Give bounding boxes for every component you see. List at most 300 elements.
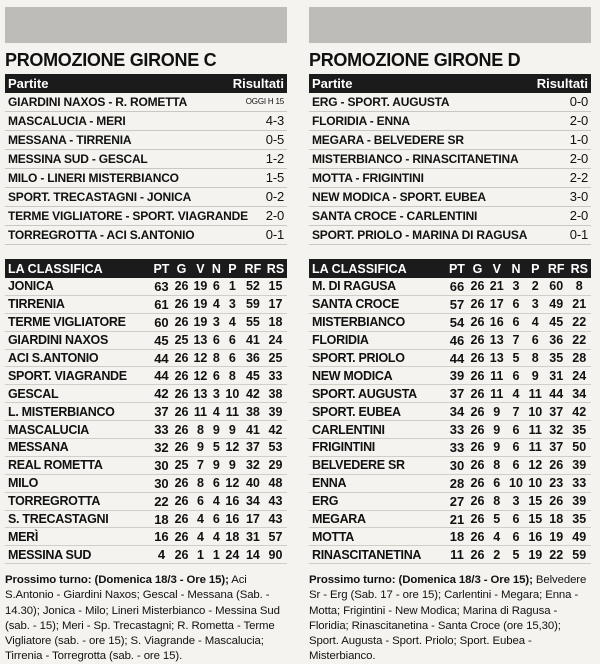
stat-cell: 1 <box>210 546 223 564</box>
stat-cell: 12 <box>526 456 545 474</box>
stat-cell: 6 <box>506 313 525 331</box>
stat-cell: 18 <box>264 313 287 331</box>
standings-column-header: G <box>172 259 191 278</box>
team-name: TIRRENIA <box>5 295 151 313</box>
stat-cell: 13 <box>487 349 506 367</box>
standings-row <box>5 456 287 474</box>
stat-cell: 21 <box>568 295 591 313</box>
match-score: 2-2 <box>569 170 588 185</box>
stat-cell: 21 <box>446 510 468 528</box>
stat-cell: 36 <box>242 349 264 367</box>
match-score: OGGI H 15 <box>245 97 284 106</box>
stat-cell: 34 <box>242 492 264 510</box>
standings-row <box>5 385 287 403</box>
stat-cell: 26 <box>545 456 568 474</box>
match-row <box>5 169 287 188</box>
stat-cell: 6 <box>210 510 223 528</box>
next-round-fixtures: Aci S.Antonio - Giardini Naxos; Gescal - Messana (Sab. - 14.30); Jonica - Milo; Lineri Misterbianco - Messina Sud (sab. - 15); Meri - Sp. Trecastagni; R. Rometta - Terme Vigliatore (sab. - ore 15); S. Viagrande - Mascalucia; Tirrenia - Torregrotta (sab. - ore 15). <box>5 574 280 663</box>
match-row <box>5 226 287 245</box>
stat-cell: 4 <box>210 528 223 546</box>
match-teams: MOTTA - FRIGINTINI <box>312 171 424 185</box>
stat-cell: 11 <box>191 403 210 421</box>
stat-cell: 3 <box>506 278 525 295</box>
stat-cell: 9 <box>223 456 242 474</box>
standings-column-header: PT <box>151 259 172 278</box>
standings-row <box>309 331 591 349</box>
standings-row <box>5 295 287 313</box>
results-header-label: Risultati <box>232 76 284 91</box>
next-round-fixtures: Belvedere Sr - Erg (Sab. 17 - ore 15); Carlentini - Megara; Enna - Motta; Frigintini - New Modica; Marina di Ragusa - Floridia; Rinascitanetina - Santa Croce (ore 15,30); Sport. Augusta - Sport. Priolo; Sport. Eubea - Misterbianco. <box>309 574 587 663</box>
stat-cell: 9 <box>487 439 506 457</box>
stat-cell: 16 <box>487 313 506 331</box>
stat-cell: 19 <box>545 528 568 546</box>
match-row <box>5 150 287 169</box>
match-teams: SPORT. PRIOLO - MARINA DI RAGUSA <box>312 228 528 242</box>
stat-cell: 2 <box>487 546 506 564</box>
stat-cell: 33 <box>264 367 287 385</box>
match-score: 0-1 <box>265 227 284 242</box>
stat-cell: 16 <box>223 510 242 528</box>
results-list <box>5 93 287 245</box>
stat-cell: 42 <box>151 385 172 403</box>
team-name: GIARDINI NAXOS <box>5 331 151 349</box>
stat-cell: 48 <box>264 474 287 492</box>
stat-cell: 18 <box>151 510 172 528</box>
match-score: 3-0 <box>569 189 588 204</box>
standings-column-header: RF <box>545 259 568 278</box>
standings-body <box>309 278 591 564</box>
stat-cell: 6 <box>506 295 525 313</box>
stat-cell: 4 <box>487 528 506 546</box>
stat-cell: 44 <box>151 349 172 367</box>
stat-cell: 6 <box>191 492 210 510</box>
girone-c-column <box>5 0 287 664</box>
match-teams: MESSINA SUD - GESCAL <box>8 152 148 166</box>
standings-column-header: V <box>487 259 506 278</box>
stat-cell: 9 <box>191 439 210 457</box>
stat-cell: 21 <box>487 278 506 295</box>
stat-cell: 26 <box>468 349 487 367</box>
stat-cell: 26 <box>468 385 487 403</box>
stat-cell: 7 <box>506 403 525 421</box>
stat-cell: 5 <box>506 349 525 367</box>
stat-cell: 90 <box>264 546 287 564</box>
match-teams: GIARDINI NAXOS - R. ROMETTA <box>8 95 188 109</box>
match-row <box>309 226 591 245</box>
match-teams: MEGARA - BELVEDERE SR <box>312 133 464 147</box>
match-score: 1-5 <box>265 170 284 185</box>
stat-cell: 9 <box>526 367 545 385</box>
match-score: 2-0 <box>569 151 588 166</box>
stat-cell: 60 <box>151 313 172 331</box>
team-name: MISTERBIANCO <box>309 313 446 331</box>
stat-cell: 37 <box>446 385 468 403</box>
stat-cell: 4 <box>210 492 223 510</box>
standings-row <box>309 492 591 510</box>
matches-header-label: Partite <box>8 76 49 91</box>
stat-cell: 6 <box>487 474 506 492</box>
standings-row <box>5 349 287 367</box>
stat-cell: 26 <box>468 439 487 457</box>
standings-row <box>309 528 591 546</box>
standings-column-header: RF <box>242 259 264 278</box>
stat-cell: 6 <box>506 439 525 457</box>
stat-cell: 34 <box>568 385 591 403</box>
team-name: BELVEDERE SR <box>309 456 446 474</box>
stat-cell: 26 <box>468 492 487 510</box>
standings-row <box>309 546 591 564</box>
results-header-label: Risultati <box>536 76 588 91</box>
match-teams: FLORIDIA - ENNA <box>312 114 410 128</box>
match-score: 1-0 <box>569 132 588 147</box>
match-row <box>309 169 591 188</box>
stat-cell: 26 <box>172 546 191 564</box>
stat-cell: 9 <box>487 421 506 439</box>
stat-cell: 46 <box>446 331 468 349</box>
stat-cell: 17 <box>242 510 264 528</box>
standings-body <box>5 278 287 564</box>
stat-cell: 28 <box>568 349 591 367</box>
stat-cell: 13 <box>191 385 210 403</box>
stat-cell: 9 <box>487 403 506 421</box>
stat-cell: 8 <box>487 492 506 510</box>
stat-cell: 26 <box>468 403 487 421</box>
next-round <box>309 573 591 664</box>
match-teams: MESSANA - TIRRENIA <box>8 133 132 147</box>
team-name: ERG <box>309 492 446 510</box>
stat-cell: 60 <box>545 278 568 295</box>
stat-cell: 26 <box>468 528 487 546</box>
stat-cell: 12 <box>191 349 210 367</box>
standings-column-header: P <box>526 259 545 278</box>
stat-cell: 25 <box>172 331 191 349</box>
stat-cell: 4 <box>223 313 242 331</box>
stat-cell: 13 <box>191 331 210 349</box>
standings-column-header: N <box>506 259 525 278</box>
team-name: S. TRECASTAGNI <box>5 510 151 528</box>
stat-cell: 50 <box>568 439 591 457</box>
stat-cell: 41 <box>242 421 264 439</box>
stat-cell: 7 <box>506 331 525 349</box>
stat-cell: 11 <box>487 385 506 403</box>
stat-cell: 19 <box>191 313 210 331</box>
stat-cell: 26 <box>468 474 487 492</box>
stat-cell: 3 <box>223 295 242 313</box>
team-name: FLORIDIA <box>309 331 446 349</box>
team-name: MESSANA <box>5 439 151 457</box>
stat-cell: 35 <box>545 349 568 367</box>
stat-cell: 55 <box>242 313 264 331</box>
standings-title: LA CLASSIFICA <box>5 259 151 278</box>
header-bar <box>309 7 591 43</box>
match-score: 1-2 <box>265 151 284 166</box>
stat-cell: 11 <box>223 403 242 421</box>
stat-cell: 5 <box>506 546 525 564</box>
results-header <box>309 74 591 93</box>
stat-cell: 26 <box>172 403 191 421</box>
stat-cell: 30 <box>151 474 172 492</box>
stat-cell: 26 <box>172 313 191 331</box>
team-name: GESCAL <box>5 385 151 403</box>
match-row <box>5 207 287 226</box>
stat-cell: 10 <box>223 385 242 403</box>
standings-header-row <box>5 259 287 278</box>
match-row <box>5 131 287 150</box>
stat-cell: 54 <box>446 313 468 331</box>
section-title: PROMOZIONE GIRONE C <box>5 50 217 70</box>
match-score: 2-0 <box>569 208 588 223</box>
team-name: SPORT. AUGUSTA <box>309 385 446 403</box>
matches-header-label: Partite <box>312 76 353 91</box>
team-name: TERME VIGLIATORE <box>5 313 151 331</box>
stat-cell: 6 <box>223 331 242 349</box>
standings-row <box>309 439 591 457</box>
match-row <box>5 93 287 112</box>
stat-cell: 37 <box>242 439 264 457</box>
stat-cell: 22 <box>151 492 172 510</box>
standings-row <box>5 403 287 421</box>
match-teams: ERG - SPORT. AUGUSTA <box>312 95 450 109</box>
stat-cell: 26 <box>172 492 191 510</box>
stat-cell: 26 <box>468 295 487 313</box>
match-teams: SANTA CROCE - CARLENTINI <box>312 209 478 223</box>
team-name: JONICA <box>5 278 151 295</box>
stat-cell: 26 <box>172 510 191 528</box>
stat-cell: 22 <box>545 546 568 564</box>
standings-row <box>5 313 287 331</box>
stat-cell: 10 <box>506 474 525 492</box>
stat-cell: 53 <box>264 439 287 457</box>
standings-row <box>5 439 287 457</box>
standings-column-header: RS <box>264 259 287 278</box>
stat-cell: 11 <box>526 439 545 457</box>
match-row <box>309 93 591 112</box>
stat-cell: 19 <box>191 295 210 313</box>
stat-cell: 5 <box>487 510 506 528</box>
stat-cell: 31 <box>545 367 568 385</box>
stat-cell: 2 <box>526 278 545 295</box>
standings-column-header: N <box>210 259 223 278</box>
match-row <box>309 207 591 226</box>
stat-cell: 26 <box>468 546 487 564</box>
stat-cell: 42 <box>264 421 287 439</box>
match-row <box>309 188 591 207</box>
stat-cell: 49 <box>568 528 591 546</box>
stat-cell: 4 <box>191 510 210 528</box>
match-score: 0-2 <box>265 189 284 204</box>
stat-cell: 4 <box>210 403 223 421</box>
stat-cell: 6 <box>210 367 223 385</box>
team-name: MILO <box>5 474 151 492</box>
stat-cell: 6 <box>506 510 525 528</box>
stat-cell: 13 <box>487 331 506 349</box>
standings-row <box>309 349 591 367</box>
stat-cell: 8 <box>526 349 545 367</box>
stat-cell: 57 <box>264 528 287 546</box>
standings-row <box>309 295 591 313</box>
stat-cell: 19 <box>191 278 210 295</box>
stat-cell: 12 <box>223 474 242 492</box>
team-name: SPORT. EUBEA <box>309 403 446 421</box>
standings-row <box>5 278 287 295</box>
stat-cell: 17 <box>487 295 506 313</box>
standings-row <box>309 278 591 295</box>
stat-cell: 41 <box>242 331 264 349</box>
stat-cell: 26 <box>172 528 191 546</box>
stat-cell: 66 <box>446 278 468 295</box>
stat-cell: 7 <box>191 456 210 474</box>
team-name: RINASCITANETINA <box>309 546 446 564</box>
stat-cell: 26 <box>545 492 568 510</box>
match-score: 0-0 <box>569 94 588 109</box>
standings-header-row <box>309 259 591 278</box>
match-teams: MISTERBIANCO - RINASCITANETINA <box>312 152 519 166</box>
team-name: MEGARA <box>309 510 446 528</box>
stat-cell: 59 <box>568 546 591 564</box>
match-score: 4-3 <box>265 113 284 128</box>
stat-cell: 26 <box>172 439 191 457</box>
next-round-lead: Prossimo turno: (Domenica 18/3 - Ore 15); <box>5 574 229 587</box>
stat-cell: 11 <box>526 421 545 439</box>
stat-cell: 6 <box>506 528 525 546</box>
standings-row <box>5 474 287 492</box>
team-name: MESSINA SUD <box>5 546 151 564</box>
stat-cell: 38 <box>242 403 264 421</box>
stat-cell: 26 <box>172 349 191 367</box>
stat-cell: 52 <box>242 278 264 295</box>
stat-cell: 26 <box>172 278 191 295</box>
team-name: FRIGINTINI <box>309 439 446 457</box>
stat-cell: 3 <box>506 492 525 510</box>
stat-cell: 8 <box>223 367 242 385</box>
stat-cell: 33 <box>151 421 172 439</box>
stat-cell: 25 <box>264 349 287 367</box>
stat-cell: 37 <box>545 439 568 457</box>
standings-row <box>5 331 287 349</box>
match-score: 2-0 <box>569 113 588 128</box>
standings-row <box>309 367 591 385</box>
stat-cell: 35 <box>568 421 591 439</box>
stat-cell: 3 <box>210 313 223 331</box>
standings-row <box>5 546 287 564</box>
standings-column-header: V <box>191 259 210 278</box>
match-row <box>309 131 591 150</box>
stat-cell: 22 <box>568 313 591 331</box>
stat-cell: 24 <box>223 546 242 564</box>
stat-cell: 61 <box>151 295 172 313</box>
stat-cell: 8 <box>210 349 223 367</box>
stat-cell: 8 <box>191 421 210 439</box>
stat-cell: 15 <box>264 278 287 295</box>
stat-cell: 63 <box>151 278 172 295</box>
match-score: 0-1 <box>569 227 588 242</box>
team-name: SPORT. PRIOLO <box>309 349 446 367</box>
standings-title: LA CLASSIFICA <box>309 259 446 278</box>
stat-cell: 6 <box>223 349 242 367</box>
stat-cell: 45 <box>545 313 568 331</box>
stat-cell: 39 <box>568 456 591 474</box>
stat-cell: 1 <box>191 546 210 564</box>
stat-cell: 22 <box>568 331 591 349</box>
stat-cell: 12 <box>223 439 242 457</box>
stat-cell: 26 <box>468 278 487 295</box>
stat-cell: 5 <box>210 439 223 457</box>
standings-row <box>5 492 287 510</box>
team-name: NEW MODICA <box>309 367 446 385</box>
stat-cell: 3 <box>526 295 545 313</box>
stat-cell: 15 <box>526 510 545 528</box>
stat-cell: 32 <box>151 439 172 457</box>
standings-row <box>5 510 287 528</box>
team-name: REAL ROMETTA <box>5 456 151 474</box>
stat-cell: 24 <box>264 331 287 349</box>
stat-cell: 16 <box>223 492 242 510</box>
stat-cell: 44 <box>446 349 468 367</box>
results-header <box>5 74 287 93</box>
stat-cell: 26 <box>172 474 191 492</box>
stat-cell: 26 <box>468 421 487 439</box>
stat-cell: 11 <box>526 385 545 403</box>
stat-cell: 26 <box>468 313 487 331</box>
stat-cell: 19 <box>526 546 545 564</box>
stat-cell: 6 <box>506 421 525 439</box>
stat-cell: 6 <box>526 331 545 349</box>
stat-cell: 4 <box>191 528 210 546</box>
stat-cell: 18 <box>545 510 568 528</box>
standings-row <box>309 510 591 528</box>
match-teams: NEW MODICA - SPORT. EUBEA <box>312 190 486 204</box>
stat-cell: 57 <box>446 295 468 313</box>
section-title: PROMOZIONE GIRONE D <box>309 50 521 70</box>
stat-cell: 16 <box>151 528 172 546</box>
stat-cell: 25 <box>172 456 191 474</box>
stat-cell: 39 <box>264 403 287 421</box>
standings-row <box>309 385 591 403</box>
stat-cell: 37 <box>545 403 568 421</box>
stat-cell: 23 <box>545 474 568 492</box>
next-round-lead: Prossimo turno: (Domenica 18/3 - Ore 15); <box>309 574 533 587</box>
stat-cell: 43 <box>264 510 287 528</box>
stat-cell: 43 <box>264 492 287 510</box>
stat-cell: 34 <box>446 403 468 421</box>
team-name: ENNA <box>309 474 446 492</box>
stat-cell: 38 <box>264 385 287 403</box>
standings-row <box>309 474 591 492</box>
stat-cell: 42 <box>568 403 591 421</box>
stat-cell: 17 <box>264 295 287 313</box>
stat-cell: 18 <box>223 528 242 546</box>
stat-cell: 18 <box>446 528 468 546</box>
standings-column-header: RS <box>568 259 591 278</box>
stat-cell: 4 <box>506 385 525 403</box>
stat-cell: 12 <box>191 367 210 385</box>
standings-column-header: PT <box>446 259 468 278</box>
results-list <box>309 93 591 245</box>
stat-cell: 8 <box>568 278 591 295</box>
match-teams: MASCALUCIA - MERI <box>8 114 126 128</box>
stat-cell: 6 <box>506 456 525 474</box>
stat-cell: 28 <box>446 474 468 492</box>
stat-cell: 40 <box>242 474 264 492</box>
stat-cell: 6 <box>210 474 223 492</box>
header-bar <box>5 7 287 43</box>
stat-cell: 15 <box>526 492 545 510</box>
standings-row <box>5 421 287 439</box>
match-row <box>309 150 591 169</box>
stat-cell: 33 <box>446 439 468 457</box>
team-name: MERÌ <box>5 528 151 546</box>
team-name: MOTTA <box>309 528 446 546</box>
